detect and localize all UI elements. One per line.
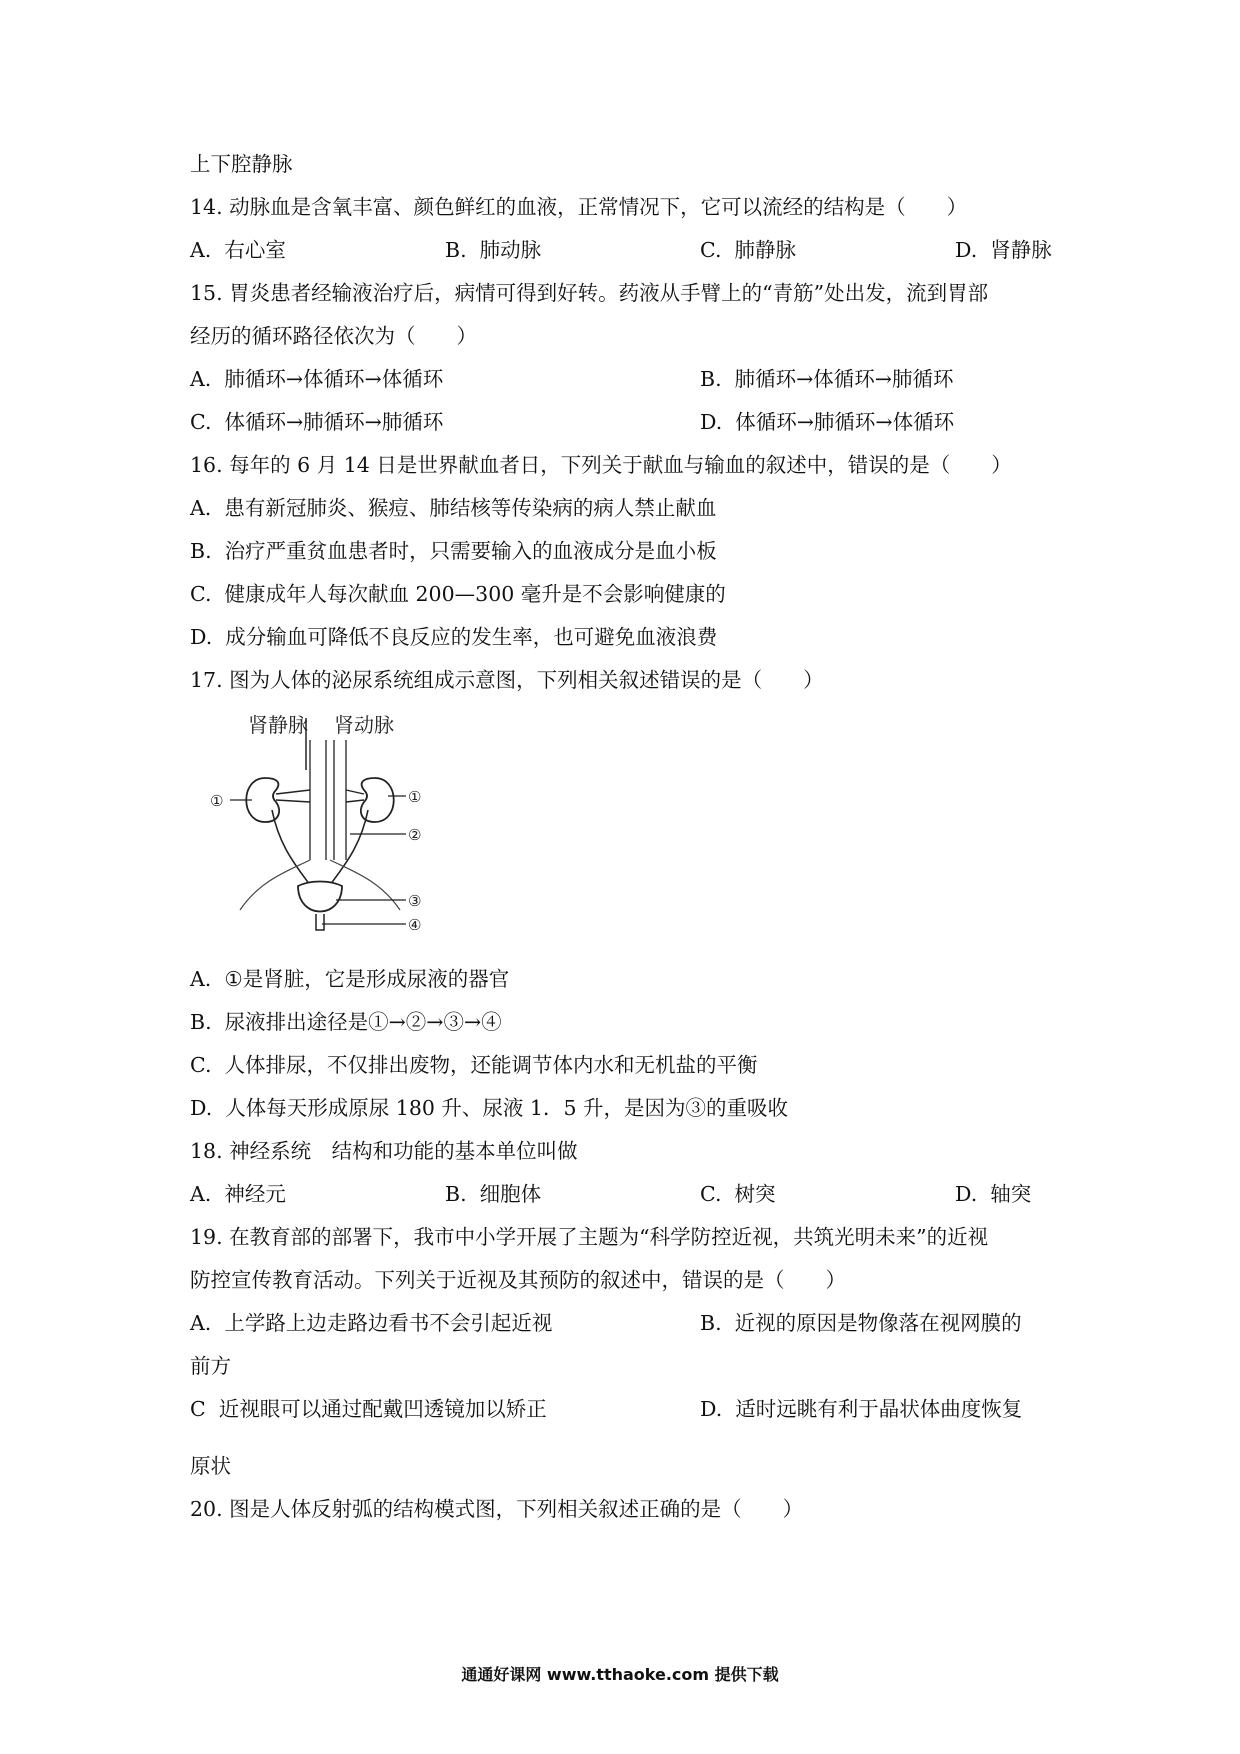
label-renal-vein: 肾静脉 — [248, 713, 308, 737]
option-15b: B. 肺循环→体循环→肺循环 — [700, 367, 954, 391]
label-2: ② — [408, 826, 422, 844]
question-19: 19. 在教育部的部署下，我市中小学开展了主题为“科学防控近视，共筑光明未来”的近视 — [190, 1225, 989, 1249]
option-14d: D. 肾静脉 — [955, 238, 1052, 262]
option-15d: D. 体循环→肺循环→体循环 — [700, 410, 955, 434]
option-19a: A. 上学路上边走路边看书不会引起近视 — [190, 1311, 553, 1335]
urinary-system-diagram — [210, 710, 440, 950]
question-15: 15. 胃炎患者经输液治疗后，病情可得到好转。药液从手臂上的“青筋”处出发，流到胃部 — [190, 281, 989, 305]
option-16d: D. 成分输血可降低不良反应的发生率，也可避免血液浪费 — [190, 625, 718, 649]
question-18: 18. 神经系统 结构和功能的基本单位叫做 — [190, 1139, 578, 1163]
question-15-cont: 经历的循环路径依次为（ ） — [190, 324, 477, 348]
option-14a: A. 右心室 — [190, 238, 286, 262]
label-renal-artery: 肾动脉 — [334, 713, 394, 737]
option-14c: C. 肺静脉 — [700, 238, 797, 262]
option-17b: B. 尿液排出途径是①→②→③→④ — [190, 1010, 502, 1034]
option-18a: A. 神经元 — [190, 1182, 286, 1206]
question-16: 16. 每年的 6 月 14 日是世界献血者日，下列关于献血与输血的叙述中，错误的是（ ） — [190, 453, 1012, 477]
option-18b: B. 细胞体 — [445, 1182, 542, 1206]
label-4: ④ — [408, 916, 422, 934]
option-17c: C. 人体排尿，不仅排出废物，还能调节体内水和无机盐的平衡 — [190, 1053, 758, 1077]
option-19d-cont: 原状 — [190, 1454, 231, 1478]
option-17a: A. ①是肾脏，它是形成尿液的器官 — [190, 967, 510, 991]
option-16b: B. 治疗严重贫血患者时，只需要输入的血液成分是血小板 — [190, 539, 717, 563]
question-19-cont: 防控宣传教育活动。下列关于近视及其预防的叙述中，错误的是（ ） — [190, 1268, 846, 1292]
option-16a: A. 患有新冠肺炎、猴痘、肺结核等传染病的病人禁止献血 — [190, 496, 717, 520]
footer-source: 通通好课网 www.tthaoke.com 提供下载 — [461, 1665, 779, 1684]
question-17: 17. 图为人体的泌尿系统组成示意图，下列相关叙述错误的是（ ） — [190, 668, 824, 692]
question-14: 14. 动脉血是含氧丰富、颜色鲜红的血液，正常情况下，它可以流经的结构是（ ） — [190, 195, 968, 219]
label-1-right: ① — [408, 788, 422, 806]
option-15c: C. 体循环→肺循环→肺循环 — [190, 410, 444, 434]
label-1-left: ① — [210, 792, 224, 810]
option-15a: A. 肺循环→体循环→体循环 — [190, 367, 444, 391]
option-19c: C 近视眼可以通过配戴凹透镜加以矫正 — [190, 1397, 547, 1421]
text-line: 上下腔静脉 — [190, 152, 293, 176]
option-14b: B. 肺动脉 — [445, 238, 542, 262]
option-19b: B. 近视的原因是物像落在视网膜的 — [700, 1311, 1022, 1335]
option-16c: C. 健康成年人每次献血 200—300 毫升是不会影响健康的 — [190, 582, 726, 606]
option-18d: D. 轴突 — [955, 1182, 1032, 1206]
option-18c: C. 树突 — [700, 1182, 776, 1206]
option-19b-cont: 前方 — [190, 1354, 231, 1378]
option-19d: D. 适时远眺有利于晶状体曲度恢复 — [700, 1397, 1023, 1421]
question-20: 20. 图是人体反射弧的结构模式图，下列相关叙述正确的是（ ） — [190, 1497, 804, 1521]
option-17d: D. 人体每天形成原尿 180 升、尿液 1．5 升，是因为③的重吸收 — [190, 1096, 789, 1120]
label-3: ③ — [408, 892, 422, 910]
